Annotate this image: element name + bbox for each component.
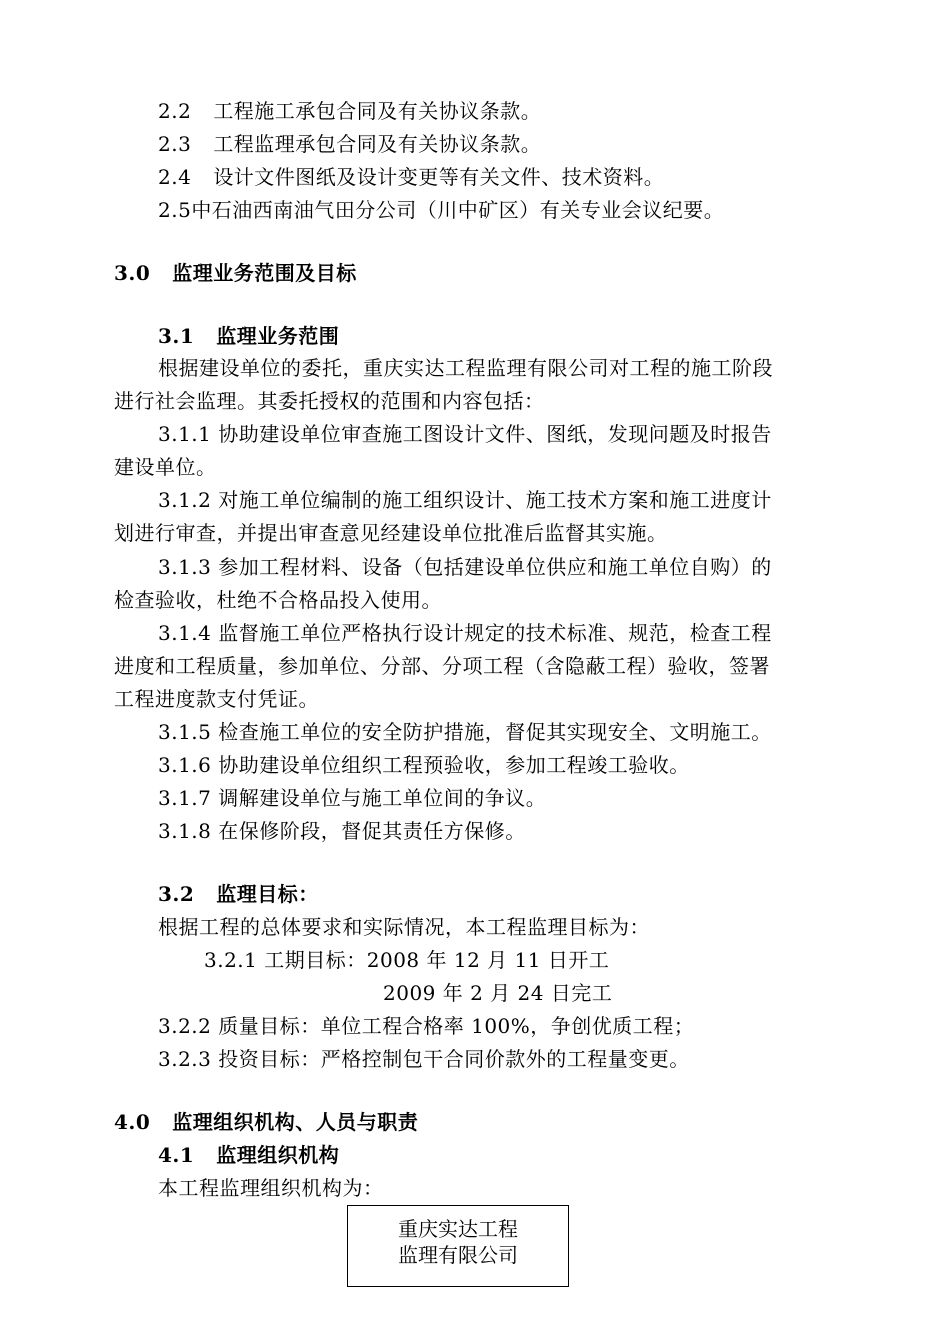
item-number: 2.2 xyxy=(158,99,192,123)
heading-text: 监理业务范围 xyxy=(216,324,340,348)
org-box-line: 监理有限公司 xyxy=(398,1243,518,1267)
subsection-heading xyxy=(158,1141,339,1169)
item-text: 对施工单位编制的施工组织设计、施工技术方案和施工进度计 xyxy=(218,488,772,512)
subsection-heading xyxy=(158,880,319,908)
item-number: 3.1.8 xyxy=(158,819,212,843)
org-chart-box xyxy=(347,1205,569,1287)
item-number: 2.3 xyxy=(158,132,192,156)
list-item xyxy=(158,486,772,514)
item-number: 2.4 xyxy=(158,165,192,189)
paragraph-line: 进行社会监理。其委托授权的范围和内容包括： xyxy=(114,389,545,413)
section-heading xyxy=(114,259,357,287)
item-text: 工程施工承包合同及有关协议条款。 xyxy=(213,99,542,123)
item-number: 3.1.6 xyxy=(158,753,212,777)
item-text: 协助建设单位审查施工图设计文件、图纸，发现问题及时报告 xyxy=(218,422,772,446)
item-text: 工程监理承包合同及有关协议条款。 xyxy=(213,132,542,156)
list-item xyxy=(158,130,541,158)
item-text: 监督施工单位严格执行设计规定的技术标准、规范，检查工程 xyxy=(218,621,772,645)
item-text: 设计文件图纸及设计变更等有关文件、技术资料。 xyxy=(213,165,665,189)
list-item xyxy=(158,817,526,845)
paragraph-line: 根据建设单位的委托，重庆实达工程监理有限公司对工程的施工阶段 xyxy=(158,356,773,380)
schedule-end: 2009 年 2 月 24 日完工 xyxy=(383,981,613,1005)
list-item xyxy=(158,97,541,125)
paragraph-line: 划进行审查，并提出审查意见经建设单位批准后监督其实施。 xyxy=(114,521,668,545)
item-label: 工期目标： xyxy=(264,948,367,972)
item-text: 调解建设单位与施工单位间的争议。 xyxy=(218,786,547,810)
paragraph-line: 工程进度款支付凭证。 xyxy=(114,687,319,711)
list-item xyxy=(158,619,772,647)
heading-number: 4.0 xyxy=(114,1110,151,1134)
heading-text: 监理业务范围及目标 xyxy=(172,261,357,285)
subsection-heading xyxy=(158,322,339,350)
item-text: 在保修阶段，督促其责任方保修。 xyxy=(218,819,526,843)
item-number: 3.1.7 xyxy=(158,786,212,810)
section-heading xyxy=(114,1108,418,1136)
item-number: 3.1.4 xyxy=(158,621,212,645)
list-item xyxy=(158,196,724,224)
list-item xyxy=(158,163,664,191)
paragraph-line: 建设单位。 xyxy=(114,455,217,479)
heading-number: 3.1 xyxy=(158,324,195,348)
list-item xyxy=(158,1012,694,1040)
item-number: 3.1.3 xyxy=(158,555,212,579)
heading-text: 监理目标： xyxy=(216,882,319,906)
item-number: 3.2.1 xyxy=(204,948,258,972)
list-item xyxy=(158,751,690,779)
item-text: 检查施工单位的安全防护措施，督促其实现安全、文明施工。 xyxy=(218,720,772,744)
item-text: 中石油西南油气田分公司（川中矿区）有关专业会议纪要。 xyxy=(191,198,725,222)
schedule-start: 2008 年 12 月 11 日开工 xyxy=(366,948,610,972)
item-text: 协助建设单位组织工程预验收，参加工程竣工验收。 xyxy=(218,753,690,777)
paragraph-line: 进度和工程质量，参加单位、分部、分项工程（含隐蔽工程）验收，签署 xyxy=(114,654,770,678)
item-number: 2.5 xyxy=(158,198,192,222)
list-item xyxy=(204,946,609,974)
item-number: 3.1.1 xyxy=(158,422,212,446)
list-item xyxy=(158,553,772,581)
list-item xyxy=(158,784,546,812)
list-item xyxy=(158,718,772,746)
item-number: 3.1.5 xyxy=(158,720,212,744)
item-number: 3.1.2 xyxy=(158,488,212,512)
item-text: 质量目标：单位工程合格率 100%，争创优质工程； xyxy=(218,1014,695,1038)
item-number: 3.2.3 xyxy=(158,1047,212,1071)
heading-number: 3.2 xyxy=(158,882,195,906)
item-number: 3.2.2 xyxy=(158,1014,212,1038)
paragraph-line: 检查验收，杜绝不合格品投入使用。 xyxy=(114,588,442,612)
list-item xyxy=(158,420,772,448)
heading-number: 4.1 xyxy=(158,1143,195,1167)
heading-text: 监理组织机构、人员与职责 xyxy=(172,1110,419,1134)
heading-number: 3.0 xyxy=(114,261,151,285)
item-text: 参加工程材料、设备（包括建设单位供应和施工单位自购）的 xyxy=(218,555,772,579)
paragraph-line: 本工程监理组织机构为： xyxy=(158,1176,384,1200)
list-item xyxy=(158,1045,690,1073)
item-text: 投资目标：严格控制包干合同价款外的工程量变更。 xyxy=(218,1047,690,1071)
org-box-line: 重庆实达工程 xyxy=(398,1217,518,1241)
paragraph-line: 根据工程的总体要求和实际情况，本工程监理目标为： xyxy=(158,915,650,939)
heading-text: 监理组织机构 xyxy=(216,1143,340,1167)
